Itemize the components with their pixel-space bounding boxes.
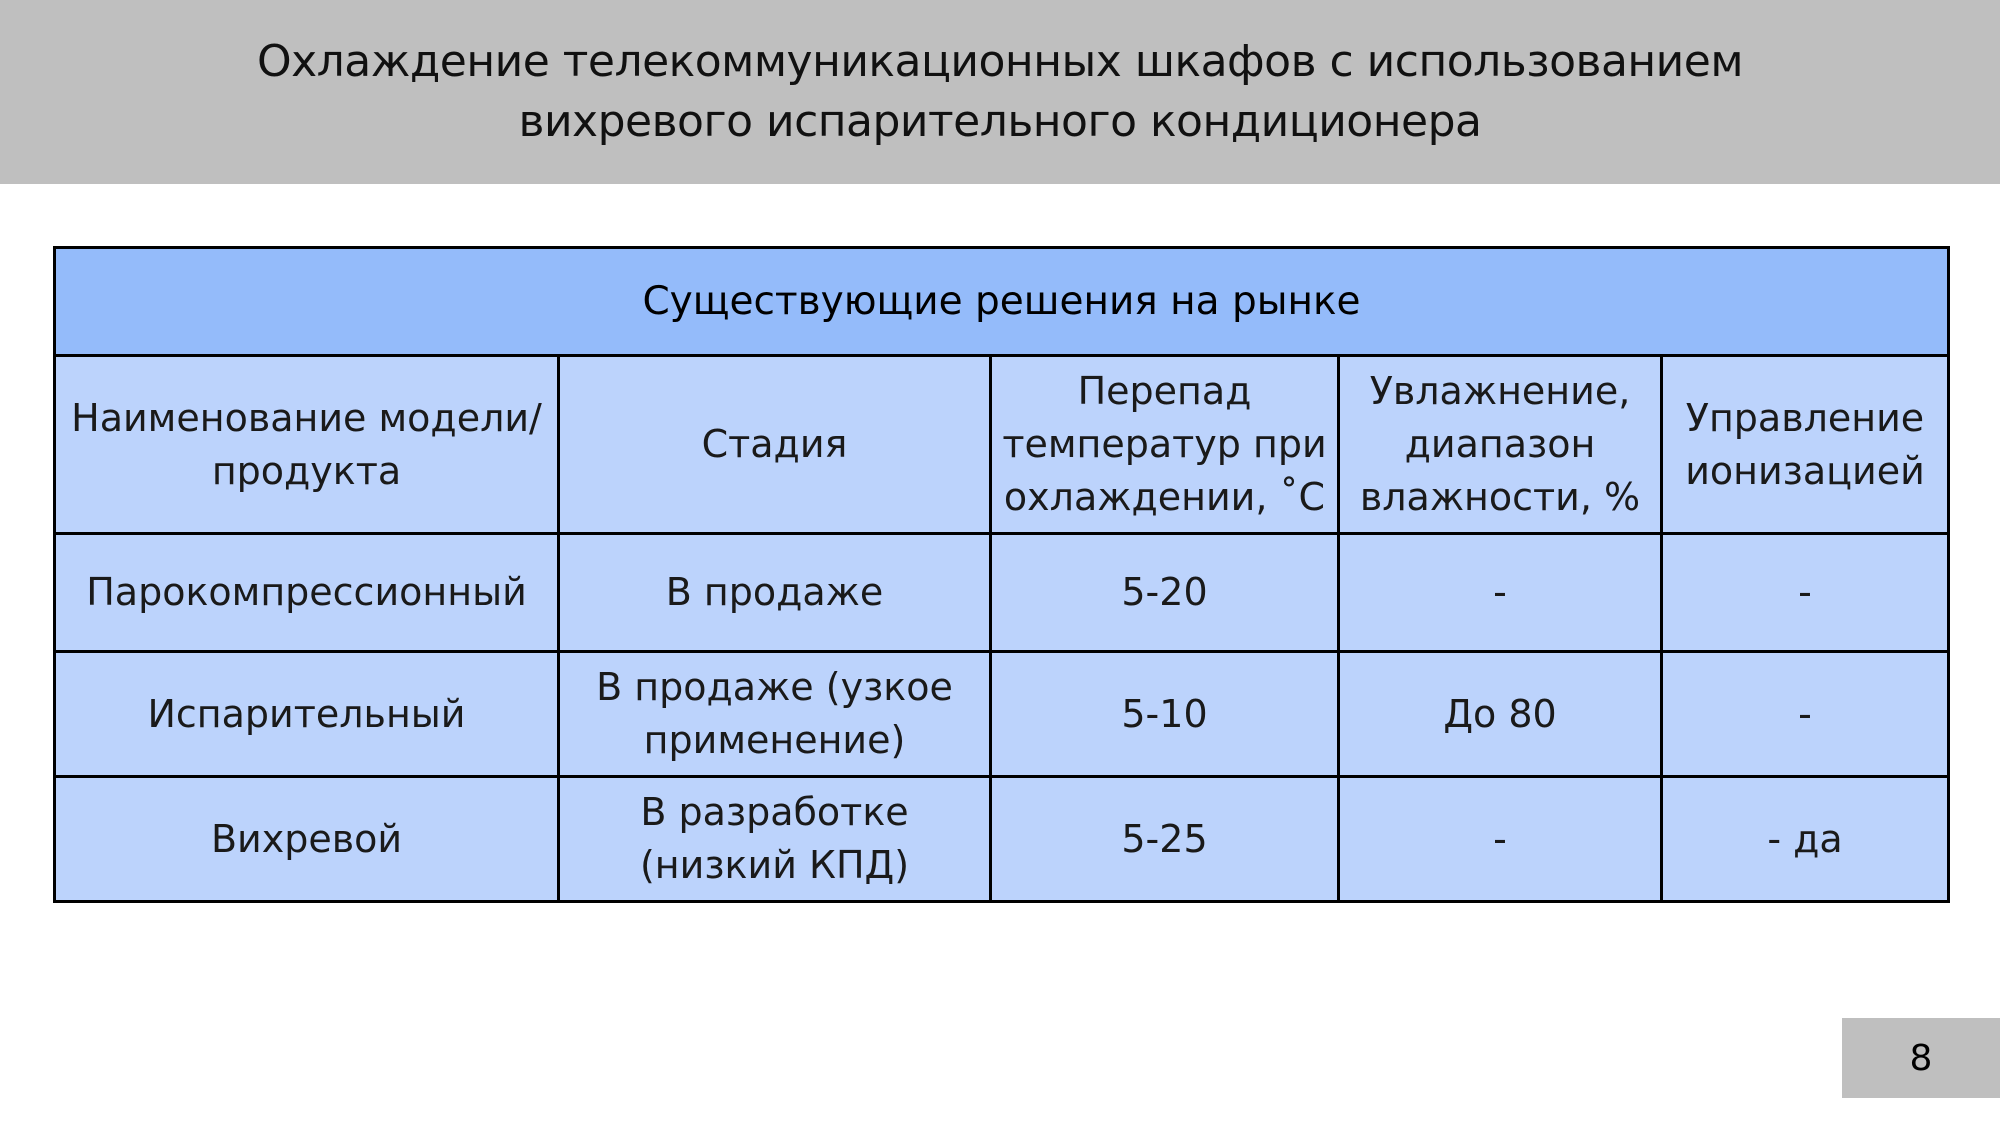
table-row	[55, 534, 1949, 652]
column-header-stage: Стадия	[559, 356, 991, 534]
table-cell-humidification: -	[1339, 534, 1662, 652]
table-caption: Существующие решения на рынке	[55, 248, 1949, 356]
table-row	[55, 777, 1949, 902]
slide-title-line-2: вихревого испарительного кондиционера	[518, 96, 1482, 147]
table-cell-ionization: -	[1662, 534, 1949, 652]
table-cell-humidification: -	[1339, 777, 1662, 902]
table-cell-temperature-drop: 5-20	[991, 534, 1339, 652]
table-row	[55, 652, 1949, 777]
page-number: 8	[1842, 1018, 2000, 1098]
table-cell-ionization: - да	[1662, 777, 1949, 902]
market-solutions-table	[53, 246, 1950, 903]
column-header-model: Наименование модели/ продукта	[55, 356, 559, 534]
column-header-temperature-drop: Перепад температур при охлаждении, ˚С	[991, 356, 1339, 534]
table-caption-row	[55, 248, 1949, 356]
table-cell-temperature-drop: 5-10	[991, 652, 1339, 777]
table-cell-model: Испарительный	[55, 652, 559, 777]
column-header-humidification: Увлажнение, диапазон влажности, %	[1339, 356, 1662, 534]
table-cell-humidification: До 80	[1339, 652, 1662, 777]
column-header-ionization: Управление ионизацией	[1662, 356, 1949, 534]
table-cell-model: Вихревой	[55, 777, 559, 902]
table-cell-stage: В продаже	[559, 534, 991, 652]
table-cell-stage: В продаже (узкое применение)	[559, 652, 991, 777]
table-header-row	[55, 356, 1949, 534]
table-cell-temperature-drop: 5-25	[991, 777, 1339, 902]
table-cell-ionization: -	[1662, 652, 1949, 777]
slide-title-line-1: Охлаждение телекоммуникационных шкафов с использованием	[256, 36, 1744, 87]
title-bar	[0, 0, 2000, 184]
table-cell-stage: В разработке (низкий КПД)	[559, 777, 991, 902]
table-cell-model: Парокомпрессионный	[55, 534, 559, 652]
